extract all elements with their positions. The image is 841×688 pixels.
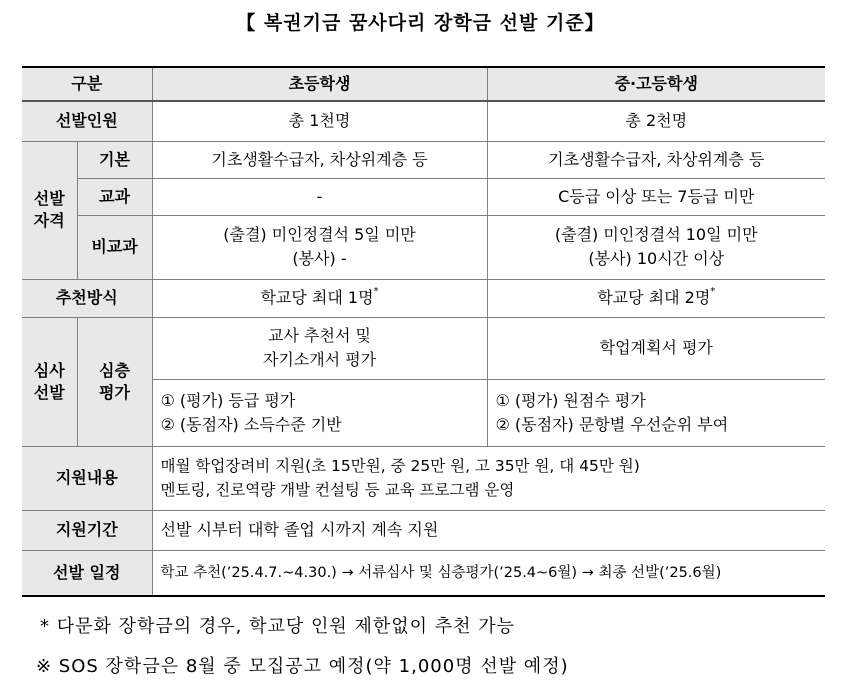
- review-criteria-secondary-1: ① (평가) 원점수 평가: [495, 390, 646, 410]
- table-row: [22, 317, 825, 379]
- sublabel-non-academic: 비교과: [77, 215, 152, 279]
- non-academic-secondary-line1: (출결) 미인정결석 10일 미만: [554, 225, 758, 244]
- table-row: [22, 178, 825, 215]
- schedule-content: 학교 추천(’25.4.7.~4.30.) → 서류심사 및 심층평가(’25.4~6월) → 최종 선발(’25.6월): [152, 550, 825, 596]
- recommendation-elementary-text: 학교당 최대 1명: [260, 288, 374, 307]
- footnote-mark: *: [373, 286, 379, 297]
- qualification-label-text: 선발 자격: [33, 189, 65, 230]
- recommendation-elementary: [152, 279, 487, 317]
- table-row: [22, 279, 825, 317]
- academic-elementary: -: [152, 178, 487, 215]
- non-academic-elementary-line1: (출결) 미인정결석 5일 미만: [223, 225, 416, 244]
- row-label-schedule: 선발 일정: [22, 550, 152, 596]
- sublabel-in-depth: [77, 317, 152, 446]
- footnote-mark: *: [710, 286, 716, 297]
- header-category: 구분: [22, 67, 152, 101]
- sublabel-academic: 교과: [77, 178, 152, 215]
- footnote-multicultural: * 다문화 장학금의 경우, 학교당 인원 제한없이 추천 가능: [40, 616, 516, 637]
- basic-secondary: 기초생활수급자, 차상위계층 등: [487, 141, 825, 178]
- header-elementary: 초등학생: [152, 67, 487, 101]
- table-header-row: [22, 67, 825, 101]
- table-row: [22, 446, 825, 510]
- review-criteria-secondary-2: ② (동점자) 문항별 우선순위 부여: [495, 414, 729, 434]
- row-label-period: 지원기간: [22, 510, 152, 550]
- scholarship-criteria-table: [22, 66, 825, 597]
- academic-secondary: C등급 이상 또는 7등급 미만: [487, 178, 825, 215]
- support-line2: 멘토링, 진로역량 개발 컨설팅 등 교육 프로그램 운영: [160, 481, 515, 499]
- review-doc-secondary: 학업계획서 평가: [487, 317, 825, 379]
- selection-count-elementary: 총 1천명: [152, 101, 487, 141]
- table-row: [22, 101, 825, 141]
- sublabel-basic: 기본: [77, 141, 152, 178]
- review-criteria-secondary: [487, 379, 825, 446]
- row-label-qualification: [22, 141, 77, 279]
- table-row: [22, 215, 825, 279]
- basic-elementary: 기초생활수급자, 차상위계층 등: [152, 141, 487, 178]
- review-criteria-elementary-1: ① (평가) 등급 평가: [160, 390, 296, 410]
- period-content: 선발 시부터 대학 졸업 시까지 계속 지원: [152, 510, 825, 550]
- support-content: [152, 446, 825, 510]
- row-label-review: [22, 317, 77, 446]
- non-academic-secondary-line2: (봉사) 10시간 이상: [588, 249, 725, 268]
- non-academic-secondary: [487, 215, 825, 279]
- review-criteria-elementary-2: ② (동점자) 소득수준 기반: [160, 414, 342, 434]
- review-criteria-elementary: [152, 379, 487, 446]
- review-doc-elementary: [152, 317, 487, 379]
- table-row: [22, 550, 825, 596]
- review-doc-elementary-line1: 교사 추천서 및: [268, 326, 371, 345]
- review-doc-elementary-line2: 자기소개서 평가: [262, 350, 377, 369]
- recommendation-secondary: [487, 279, 825, 317]
- footnote-sos: ※ SOS 장학금은 8월 중 모집공고 예정(약 1,000명 선발 예정): [36, 656, 569, 677]
- header-secondary: 중·고등학생: [487, 67, 825, 101]
- table-row: [22, 510, 825, 550]
- in-depth-label-text: 심층 평가: [99, 360, 130, 402]
- table-row: [22, 141, 825, 178]
- document-title: 【 복권기금 꿈사다리 장학금 선발 기준】: [236, 12, 605, 34]
- non-academic-elementary: [152, 215, 487, 279]
- non-academic-elementary-line2: (봉사) -: [292, 249, 347, 268]
- row-label-recommendation: 추천방식: [22, 279, 152, 317]
- row-label-support: 지원내용: [22, 446, 152, 510]
- row-label-selection-count: 선발인원: [22, 101, 152, 141]
- support-line1: 매월 학업장려비 지원(초 15만원, 중 25만 원, 고 35만 원, 대 45만 원): [160, 457, 640, 475]
- selection-count-secondary: 총 2천명: [487, 101, 825, 141]
- recommendation-secondary-text: 학교당 최대 2명: [597, 288, 711, 307]
- review-label-text: 심사 선발: [33, 360, 65, 402]
